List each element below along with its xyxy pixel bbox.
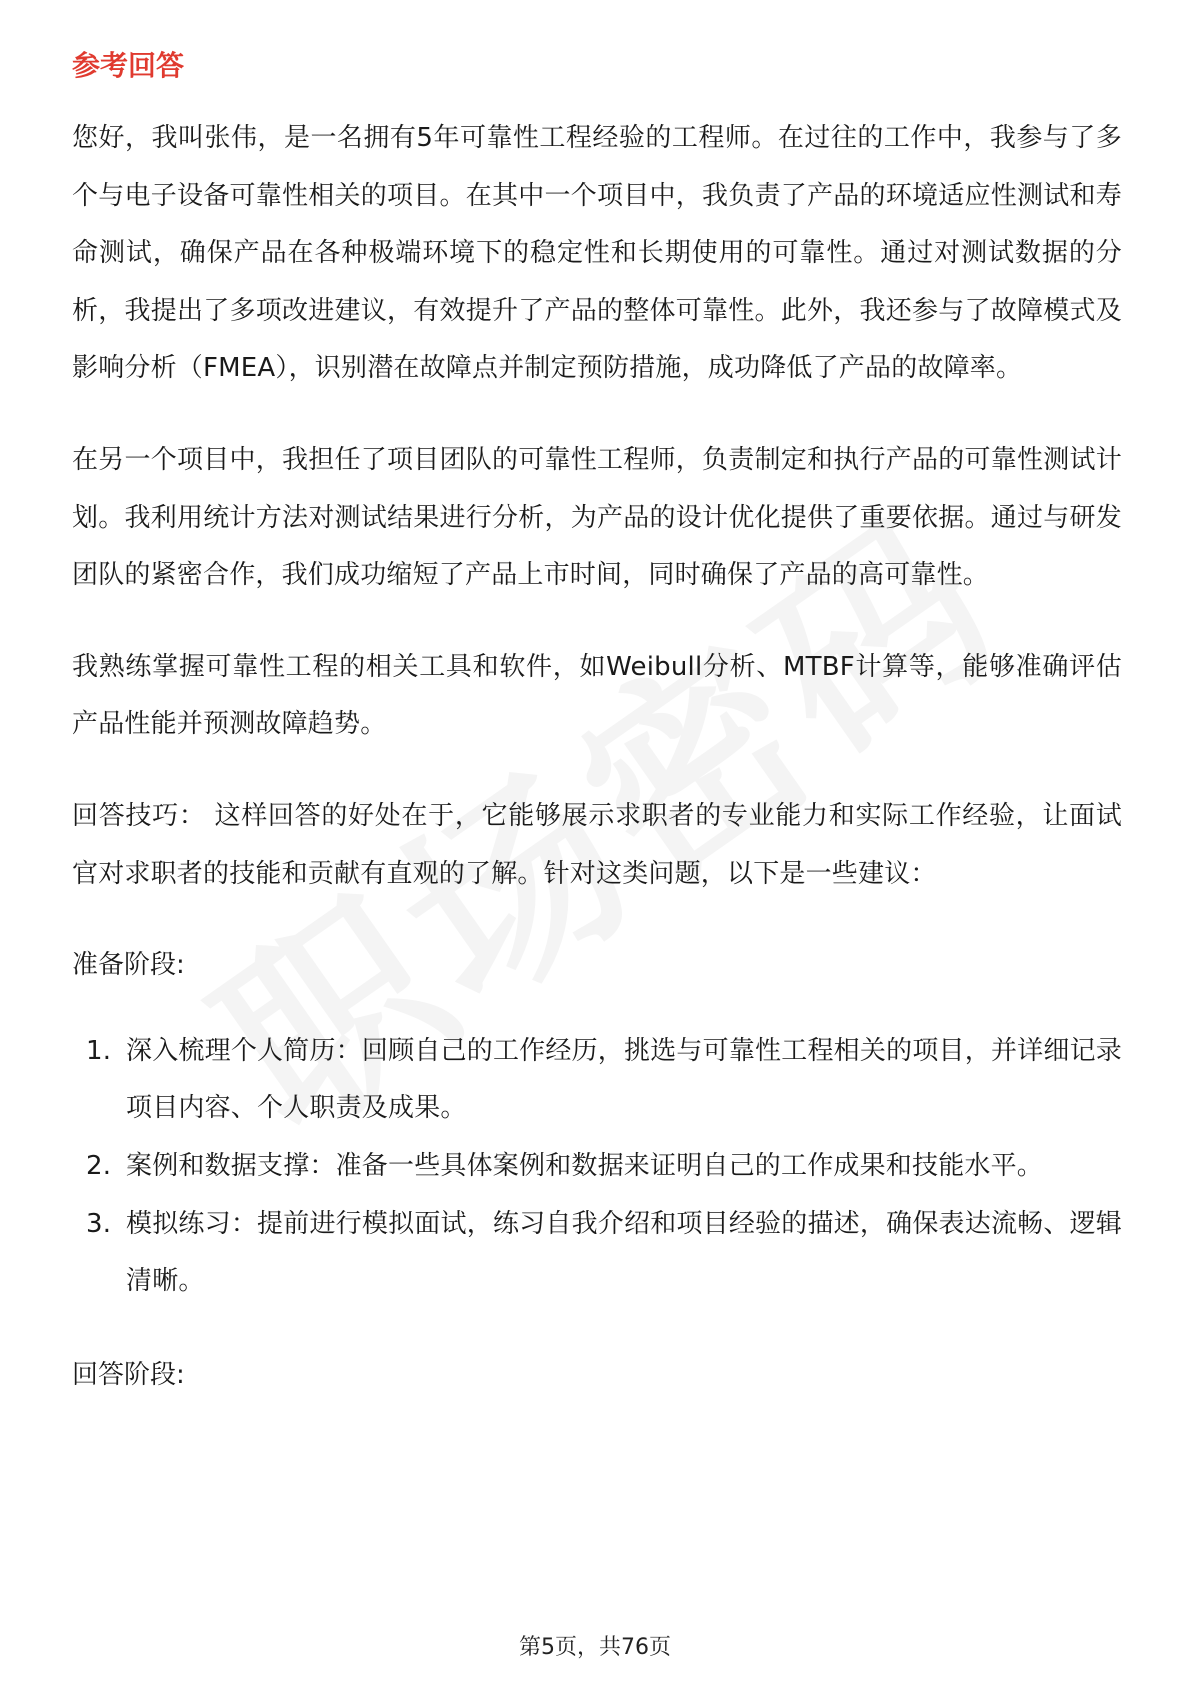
list-item-number: 3. xyxy=(86,1208,112,1239)
list-item-number: 2. xyxy=(86,1150,112,1181)
answer-paragraph-3: 我熟练掌握可靠性工程的相关工具和软件，如Weibull分析、MTBF计算等，能够准确评估产品性能并预测故障趋势。 xyxy=(72,651,1122,740)
list-item xyxy=(72,1023,1122,1138)
page-number-footer: 第5页，共76页 xyxy=(519,1635,671,1660)
list-item xyxy=(72,1138,1122,1196)
list-item-number: 1. xyxy=(86,1035,112,1066)
list-item xyxy=(72,1196,1122,1311)
page-content xyxy=(72,40,1122,1432)
answer-paragraph-1: 您好，我叫张伟，是一名拥有5年可靠性工程经验的工程师。在过往的工作中，我参与了多个与电子设备可靠性相关的项目。在其中一个项目中，我负责了产品的环境适应性测试和寿命测试，确保产品在各种极端环境下的稳定性和长期使用的可靠性。通过对测试数据的分析，我提出了多项改进建议，有效提升了产品的整体可靠性。此外，我还参与了故障模式及影响分析（FMEA），识别潜在故障点并制定预防措施，成功降低了产品的故障率。 xyxy=(72,123,1122,384)
list-item-text: 深入梳理个人简历：回顾自己的工作经历，挑选与可靠性工程相关的项目，并详细记录项目内容、个人职责及成果。 xyxy=(126,1035,1122,1124)
answer-paragraph-2: 在另一个项目中，我担任了项目团队的可靠性工程师，负责制定和执行产品的可靠性测试计划。我利用统计方法对测试结果进行分析，为产品的设计优化提供了重要依据。通过与研发团队的紧密合作，我们成功缩短了产品上市时间，同时确保了产品的高可靠性。 xyxy=(72,444,1122,591)
tips-paragraph: 回答技巧： 这样回答的好处在于，它能够展示求职者的专业能力和实际工作经验，让面试官对求职者的技能和贡献有直观的了解。针对这类问题，以下是一些建议： xyxy=(72,800,1123,889)
prep-stage-label: 准备阶段: xyxy=(72,950,185,981)
answer-stage-label: 回答阶段: xyxy=(72,1359,185,1390)
list-item-text: 模拟练习：提前进行模拟面试，练习自我介绍和项目经验的描述，确保表达流畅、逻辑清晰。 xyxy=(126,1208,1122,1297)
prep-steps-list xyxy=(72,1023,1122,1311)
list-item-text: 案例和数据支撑：准备一些具体案例和数据来证明自己的工作成果和技能水平。 xyxy=(126,1150,1044,1181)
section-heading: 参考回答 xyxy=(72,49,185,82)
